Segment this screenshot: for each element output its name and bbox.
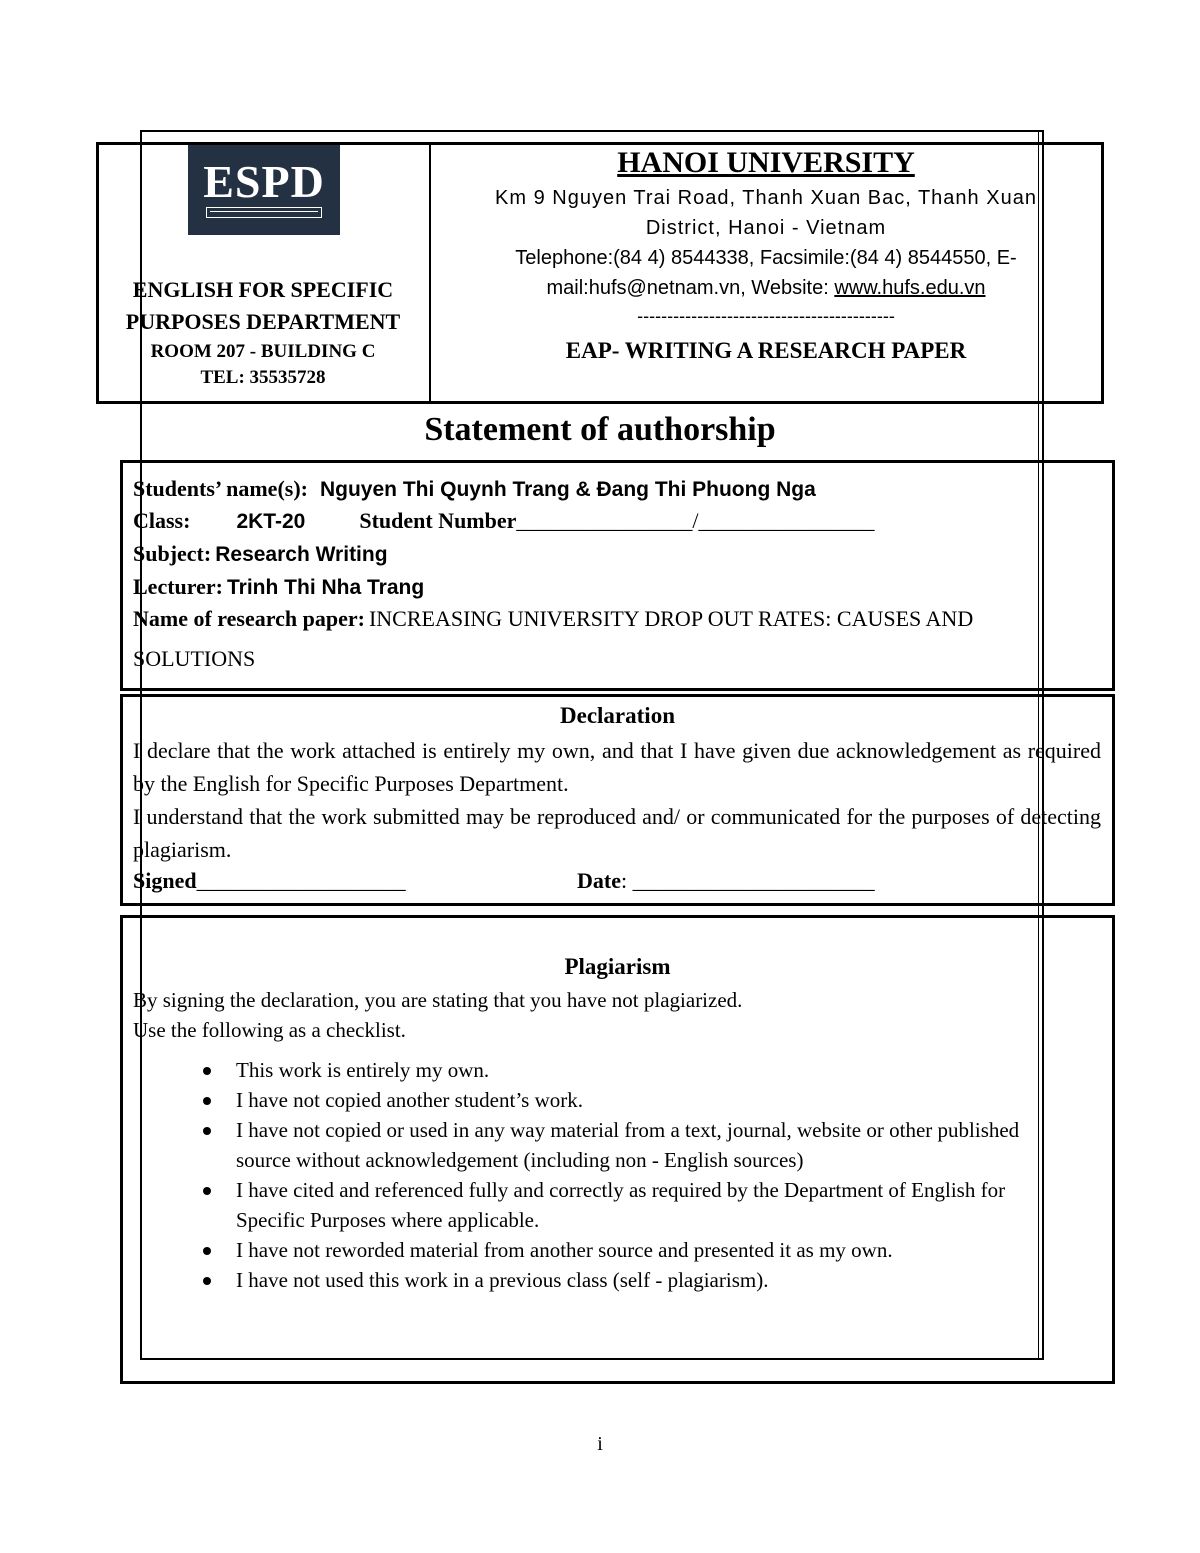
logo-strip bbox=[206, 207, 322, 218]
lecturer-label: Lecturer: bbox=[133, 574, 223, 599]
bullet-icon bbox=[203, 1067, 211, 1075]
lecturer-row bbox=[133, 572, 424, 605]
plagiarism-line-2: Use the following as a checklist. bbox=[133, 1018, 406, 1042]
header-separator: ------------------------------------------- bbox=[637, 306, 895, 326]
checklist-item: I have not reworded material from another source and presented it as my own. bbox=[236, 1235, 1076, 1265]
checklist-item: I have not copied another student’s work. bbox=[236, 1085, 1076, 1115]
address-line-1: Km 9 Nguyen Trai Road, Thanh Xuan Bac, Thanh Xuan bbox=[495, 187, 1037, 209]
website-link[interactable]: www.hufs.edu.vn bbox=[834, 277, 986, 299]
paper-row bbox=[133, 604, 973, 637]
checklist-item: I have not used this work in a previous class (self - plagiarism). bbox=[236, 1265, 1076, 1295]
paper-value-line-1: INCREASING UNIVERSITY DROP OUT RATES: CAUSES AND bbox=[368, 606, 974, 631]
date-blank[interactable]: ______________________ bbox=[632, 868, 875, 893]
students-row bbox=[133, 474, 816, 507]
class-label: Class: bbox=[133, 508, 191, 533]
paper-value-line-2: SOLUTIONS bbox=[133, 646, 256, 671]
espd-logo bbox=[188, 145, 340, 235]
department-name bbox=[100, 274, 426, 338]
department-line-2: PURPOSES DEPARTMENT bbox=[125, 309, 401, 334]
bullet-icon bbox=[203, 1277, 211, 1285]
student-number-blank[interactable]: ________________/________________ bbox=[516, 508, 875, 533]
class-value: 2KT-20 bbox=[236, 510, 306, 533]
date-colon: : bbox=[620, 868, 633, 893]
class-row bbox=[133, 506, 875, 539]
signed-row bbox=[133, 865, 406, 897]
signed-label: Signed bbox=[133, 868, 197, 893]
department-line-1: ENGLISH FOR SPECIFIC bbox=[132, 277, 394, 302]
checklist-item: I have not copied or used in any way material from a text, journal, website or other published source without acknowledgement (including non - English sources) bbox=[236, 1115, 1036, 1175]
logo-text: ESPD bbox=[203, 156, 325, 207]
university-title: HANOI UNIVERSITY bbox=[617, 146, 915, 179]
contact-email: mail:hufs@netnam.vn, Website: bbox=[546, 277, 835, 299]
checklist-item: I have cited and referenced fully and correctly as required by the Department of English for Specific Purposes where applicable. bbox=[236, 1175, 1076, 1235]
university-address bbox=[432, 183, 1100, 243]
signed-blank[interactable]: ___________________ bbox=[196, 868, 406, 893]
university-contact bbox=[432, 243, 1100, 303]
bullet-icon bbox=[203, 1247, 211, 1255]
contact-line-2 bbox=[432, 273, 1100, 303]
plagiarism-line-1: By signing the declaration, you are stating that you have not plagiarized. bbox=[133, 988, 743, 1012]
bullet-icon bbox=[203, 1097, 211, 1105]
declaration-paragraph-1: I declare that the work attached is entirely my own, and that I have given due acknowledgement as required by the English for Specific Purposes Department. bbox=[133, 738, 1101, 796]
declaration-paragraph-2: I understand that the work submitted may be reproduced and/ or communicated for the purposes of detecting plagiarism. bbox=[133, 804, 1101, 862]
plagiarism-checklist bbox=[236, 1055, 1076, 1295]
checklist-item: This work is entirely my own. bbox=[236, 1055, 1076, 1085]
tel-info: TEL: 35535728 bbox=[200, 367, 326, 388]
students-value: Nguyen Thi Quynh Trang & Đang Thi Phuong Nga bbox=[319, 478, 816, 501]
course-title: EAP- WRITING A RESEARCH PAPER bbox=[565, 338, 967, 363]
paper-label: Name of research paper: bbox=[133, 606, 365, 631]
declaration-heading: Declaration bbox=[560, 703, 675, 728]
subject-row bbox=[133, 539, 388, 572]
room-info: ROOM 207 - BUILDING C bbox=[150, 341, 376, 362]
page-title: Statement of authorship bbox=[424, 411, 776, 448]
student-number-label: Student Number bbox=[359, 508, 517, 533]
logo-strip-line bbox=[210, 211, 318, 212]
subject-label: Subject: bbox=[133, 541, 212, 566]
contact-line-1: Telephone:(84 4) 8544338, Facsimile:(84 4) 8544550, E- bbox=[515, 247, 1017, 269]
plagiarism-heading: Plagiarism bbox=[564, 954, 671, 979]
students-label: Students’ name(s): bbox=[133, 476, 308, 501]
date-label: Date bbox=[577, 868, 621, 893]
lecturer-value: Trinh Thi Nha Trang bbox=[227, 576, 425, 599]
bullet-icon bbox=[203, 1187, 211, 1195]
bullet-icon bbox=[203, 1127, 211, 1135]
date-row bbox=[577, 865, 875, 897]
page-number: i bbox=[597, 1433, 603, 1455]
address-line-2: District, Hanoi - Vietnam bbox=[645, 217, 887, 239]
subject-value: Research Writing bbox=[215, 543, 388, 566]
